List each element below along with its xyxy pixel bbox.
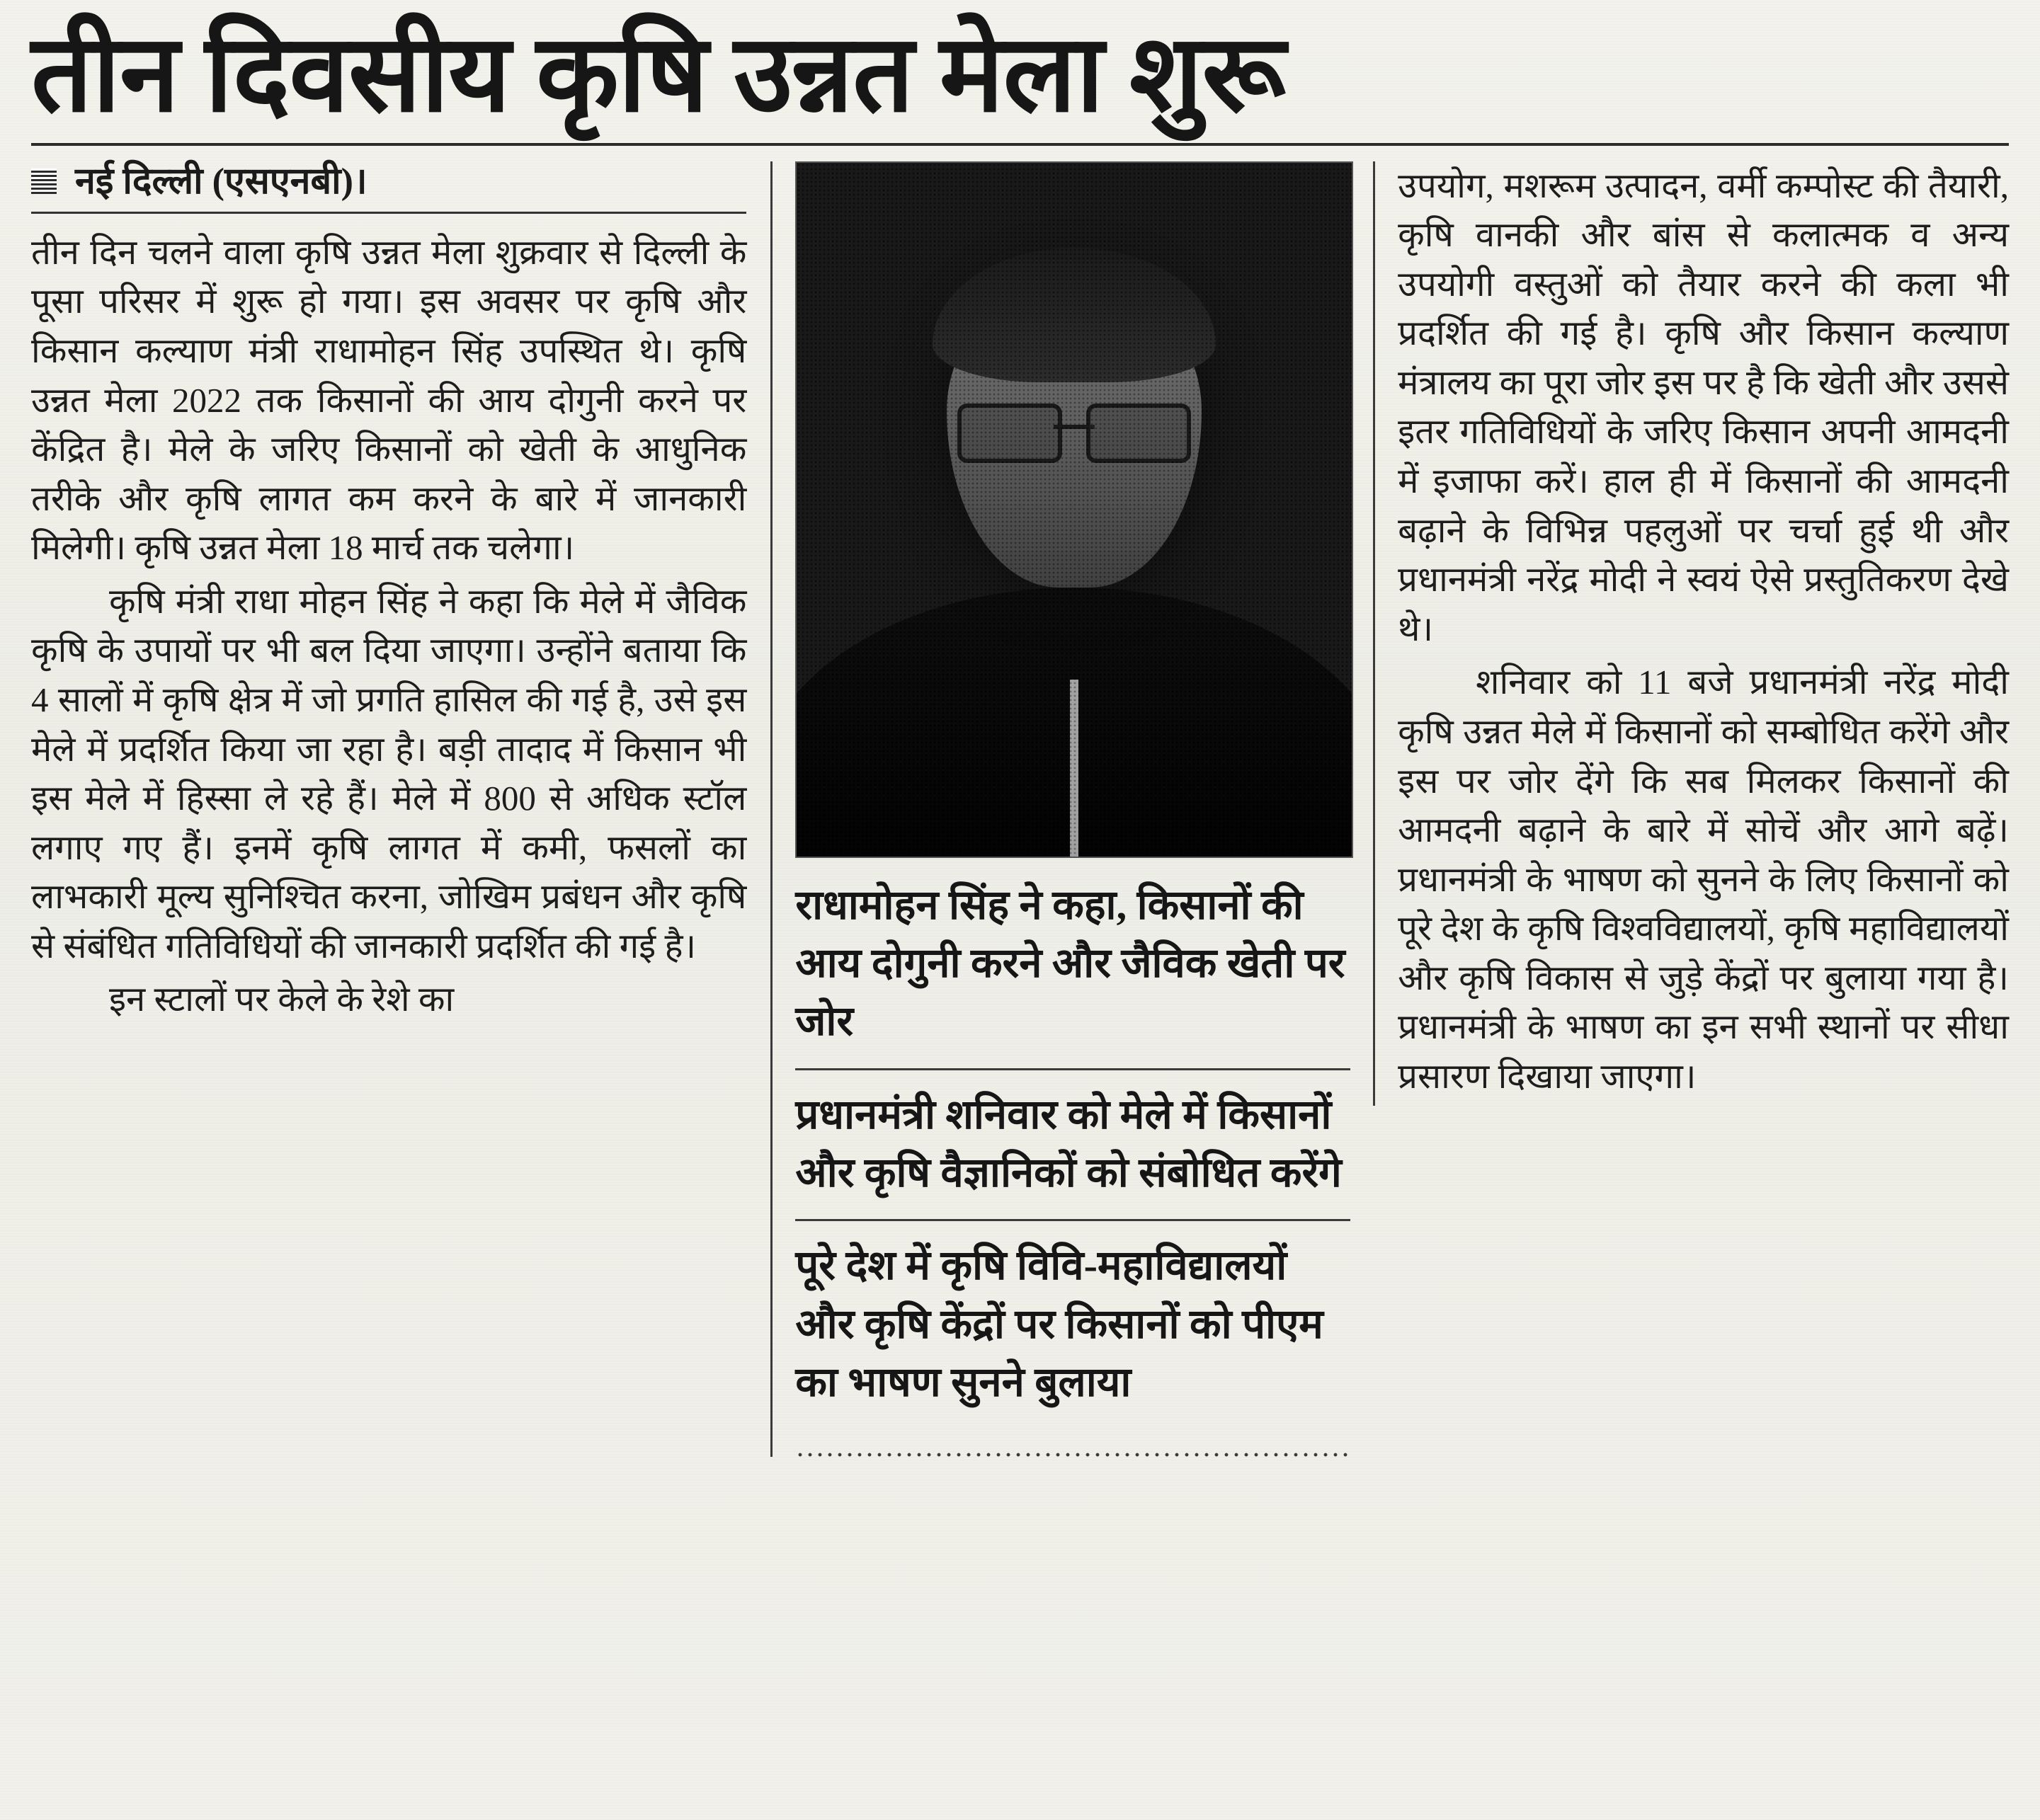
dotted-divider: [795, 1447, 1350, 1457]
highlights-list: [795, 876, 1350, 1458]
portrait-photo: [795, 161, 1353, 858]
middle-column: [770, 161, 1373, 1458]
left-column: [31, 161, 770, 1029]
right-paragraph-1: उपयोग, मशरूम उत्पादन, वर्मी कम्पोस्ट की तैयारी, कृषि वानकी और बांस से कलात्मक व अन्य उपयोगी वस्तुओं को तैयार करने की कला भी प्रदर्शित की गई है। कृषि और किसान कल्याण मंत्रालय का पूरा जोर इस पर है कि खेती और उससे इतर गतिविधियों के जरिए किसान अपनी आमदनी में इजाफा करें। हाल ही में किसानों की आमदनी बढ़ाने के विभिन्न पहलुओं पर चर्चा हुई थी और प्रधानमंत्री नरेंद्र मोदी ने स्वयं ऐसे प्रस्तुतिकरण देखे थे।: [1398, 166, 2009, 648]
right-paragraph-2: शनिवार को 11 बजे प्रधानमंत्री नरेंद्र मोदी कृषि उन्नत मेले में किसानों को सम्बोधित करेंगे और इस पर जोर देंगे कि सब मिलकर किसानों की आमदनी बढ़ाने के बारे में सोचें और आगे बढ़ें। प्रधानमंत्री के भाषण को सुनने के लिए किसानों को पूरे देश के कृषि विश्वविद्यालयों, कृषि महाविद्यालयों और कृषि विकास से जुड़े केंद्रों पर बुलाया गया है। प्रधानमंत्री के भाषण का इन सभी स्थानों पर सीधा प्रसारण दिखाया जाएगा।: [1398, 663, 2009, 1096]
halftone-texture: [797, 163, 1352, 857]
headline-divider: [31, 143, 2009, 146]
square-bullet-icon: [31, 168, 57, 194]
right-column: [1373, 161, 2009, 1106]
left-paragraph-1: तीन दिन चलने वाला कृषि उन्नत मेला शुक्रवार से दिल्ली के पूसा परिसर में शुरू हो गया। इस अवसर पर कृषि और किसान कल्याण मंत्री राधामोहन सिंह उपस्थित थे। कृषि उन्नत मेला 2022 तक किसानों की आय दोगुनी करने पर केंद्रित है। मेले के जरिए किसानों को खेती के आधुनिक तरीके और कृषि लागत कम करने के बारे में जानकारी मिलेगी। कृषि उन्नत मेला 18 मार्च तक चलेगा।: [31, 232, 747, 568]
dateline: [31, 161, 746, 202]
highlight-3: पूरे देश में कृषि विवि-महाविद्यालयों और कृषि केंद्रों पर किसानों को पीएम का भाषण सुनने बुलाया: [795, 1242, 1323, 1406]
page-title: तीन दिवसीय कृषि उन्नत मेला शुरू: [31, 15, 1285, 134]
dateline-text: नई दिल्ली (एसएनबी)।: [75, 161, 367, 202]
dateline-divider: [31, 212, 746, 214]
highlight-2: प्रधानमंत्री शनिवार को मेले में किसानों और कृषि वैज्ञानिकों को संबोधित करेंगे: [795, 1091, 1342, 1196]
article-columns: [31, 161, 2009, 1775]
left-paragraph-3: इन स्टालों पर केले के रेशे का: [109, 980, 455, 1019]
highlight-1: राधामोहन सिंह ने कहा, किसानों की आय दोगुनी करने और जैविक खेती पर जोर: [795, 881, 1345, 1045]
left-paragraph-2: कृषि मंत्री राधा मोहन सिंह ने कहा कि मेले में जैविक कृषि के उपायों पर भी बल दिया जाएगा। उन्होंने बताया कि 4 सालों में कृषि क्षेत्र में जो प्रगति हासिल की गई है, उसे इस मेले में प्रदर्शित किया जा रहा है। बड़ी तादाद में किसान भी इस मेले में हिस्सा ले रहे हैं। मेले में 800 से अधिक स्टॉल लगाए गए हैं। इनमें कृषि लागत में कमी, फसलों का लाभकारी मूल्य सुनिश्चित करना, जोखिम प्रबंधन और कृषि से संबंधित गतिविधियों की जानकारी प्रदर्शित की गई है।: [31, 581, 747, 966]
